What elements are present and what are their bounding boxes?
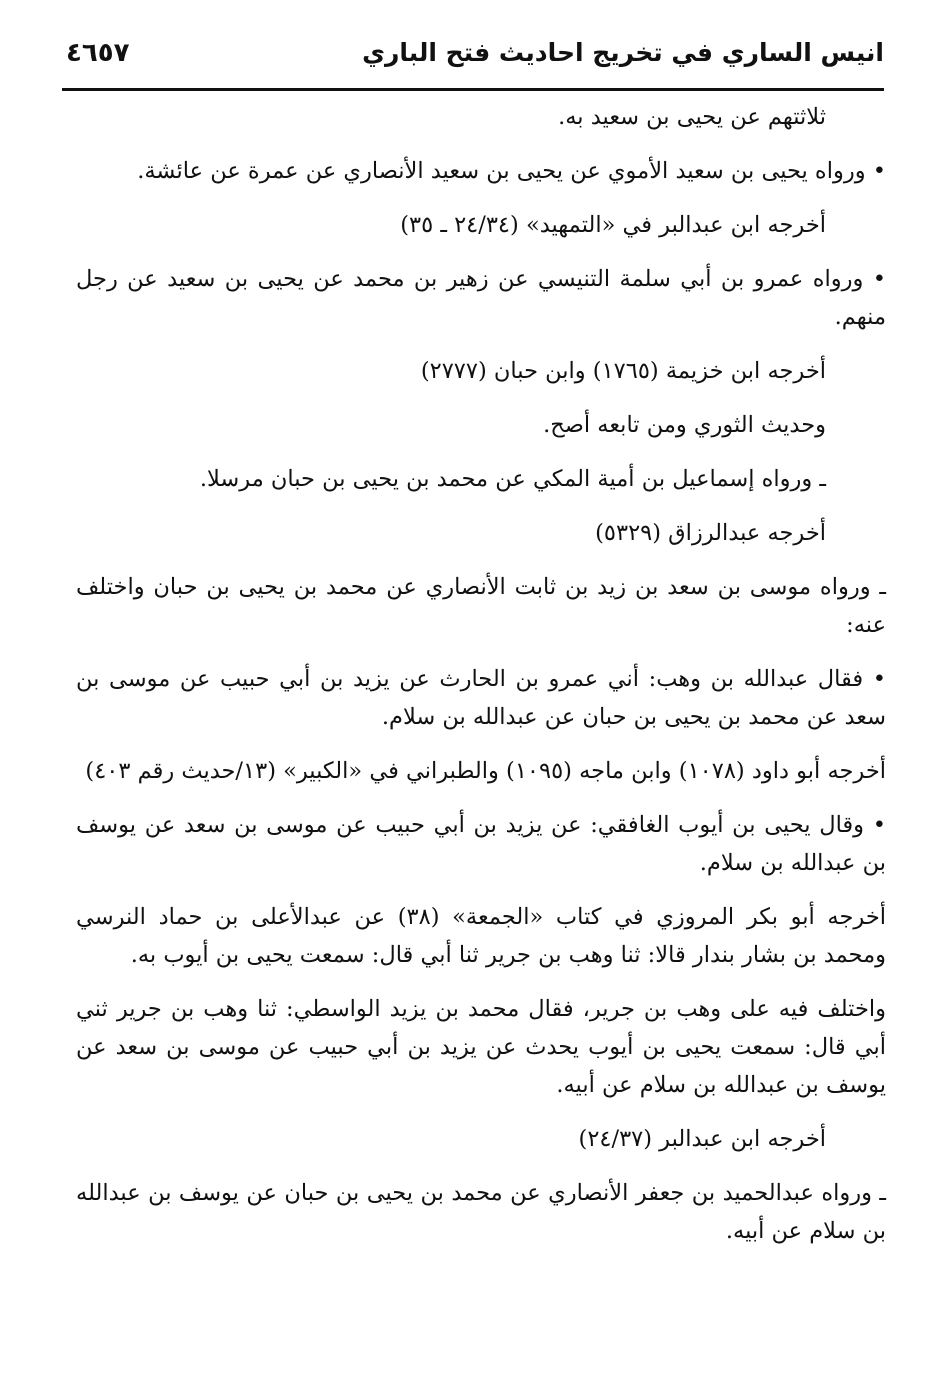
- text-paragraph: أخرجه أبو داود (١٠٧٨) وابن ماجه (١٠٩٥) والطبراني في «الكبير» (١٣/حديث رقم ٤٠٣): [85, 758, 886, 784]
- text-paragraph: واختلف فيه على وهب بن جرير، فقال محمد بن يزيد الواسطي: ثنا وهب بن جرير ثني أبي قال: سمعت يحيى بن أيوب يحدث عن يزيد بن أبي حبيب عن موسى بن سعد عن يوسف بن عبدالله بن سلام عن أبيه.: [76, 996, 886, 1098]
- page-body: [76, 98, 886, 1345]
- text-paragraph: • فقال عبدالله بن وهب: أني عمرو بن الحارث عن يزيد بن أبي حبيب عن موسى بن سعد عن محمد بن يحيى بن حبان عن عبدالله بن سلام.: [76, 666, 886, 730]
- text-paragraph: ـ ورواه عبدالحميد بن جعفر الأنصاري عن محمد بن يحيى بن حبان عن يوسف بن عبدالله بن سلام عن أبيه.: [76, 1180, 886, 1244]
- book-title: انيس الساري في تخريج احاديث فتح الباري: [362, 38, 884, 67]
- text-paragraph: أخرجه عبدالرزاق (٥٣٢٩): [595, 520, 826, 546]
- text-paragraph: أخرجه ابن عبدالبر (٢٤/٣٧): [578, 1126, 826, 1152]
- text-paragraph: أخرجه ابن عبدالبر في «التمهيد» (٢٤/٣٤ ـ ٣٥): [400, 212, 826, 238]
- text-paragraph: • ورواه يحيى بن سعيد الأموي عن يحيى بن سعيد الأنصاري عن عمرة عن عائشة.: [137, 158, 886, 184]
- text-paragraph: ـ ورواه إسماعيل بن أمية المكي عن محمد بن يحيى بن حبان مرسلا.: [199, 466, 826, 492]
- text-paragraph: • وقال يحيى بن أيوب الغافقي: عن يزيد بن أبي حبيب عن موسى بن سعد عن يوسف بن عبدالله بن سلام.: [76, 812, 886, 876]
- text-paragraph: ثلاثتهم عن يحيى بن سعيد به.: [558, 104, 826, 130]
- text-paragraph: أخرجه أبو بكر المروزي في كتاب «الجمعة» (٣٨) عن عبدالأعلى بن حماد النرسي ومحمد بن بشار بندار قالا: ثنا وهب بن جرير ثنا أبي قال: سمعت يحيى بن أيوب به.: [76, 904, 886, 968]
- text-paragraph: • ورواه عمرو بن أبي سلمة التنيسي عن زهير بن محمد عن يحيى بن سعيد عن رجل منهم.: [76, 266, 886, 330]
- text-paragraph: وحديث الثوري ومن تابعه أصح.: [543, 412, 826, 438]
- page-header: [62, 28, 884, 91]
- text-paragraph: أخرجه ابن خزيمة (١٧٦٥) وابن حبان (٢٧٧٧): [420, 358, 826, 384]
- page-number: ٤٦٥٧: [66, 38, 130, 68]
- text-paragraph: ـ ورواه موسى بن سعد بن زيد بن ثابت الأنصاري عن محمد بن يحيى بن حبان واختلف عنه:: [76, 574, 886, 638]
